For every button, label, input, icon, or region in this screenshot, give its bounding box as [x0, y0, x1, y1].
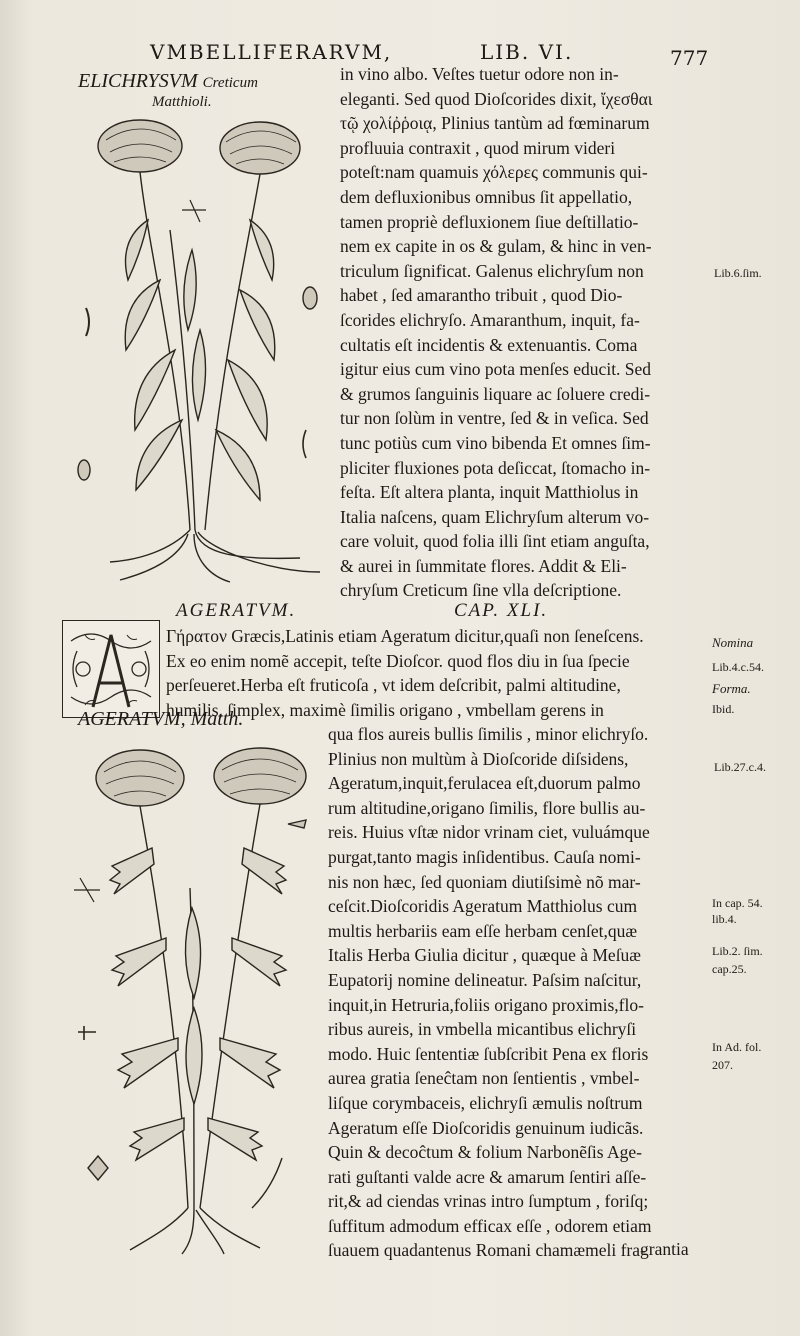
text-line: perſeueret.Herba eſt fruticoſa , vt idem deſcribit, palmi altitudine, — [166, 675, 621, 696]
text-line: feſta. Eſt altera planta, inquit Matthiolus in — [340, 482, 639, 503]
ageratum-text — [328, 722, 652, 1263]
margin-note: 207. — [712, 1058, 733, 1072]
text-line: ceſcit.Dioſcoridis Ageratum Matthiolus cum — [328, 896, 638, 917]
text-line: Ageratum,inquit,ferulacea eſt,duorum palmo — [328, 773, 641, 794]
text-line: pliciter fluxiones pota deſiccat, ſtomacho in- — [340, 457, 651, 478]
text-line: tamen propriè defluxionem ſiue deſtillatio- — [340, 211, 639, 232]
text-line: rit,& ad ciendas vrinas intro ſumptum , foriſq; — [328, 1191, 649, 1212]
text-line: ſuffitum admodum efficax eſſe , odorem etiam — [328, 1215, 652, 1236]
margin-note: In cap. 54. — [712, 896, 763, 910]
text-line: ſuauem quadantenus Romani chamæmeli fra- — [328, 1240, 646, 1261]
text-line: in vino albo. Veſtes tuetur odore non in- — [340, 64, 619, 84]
text-line: tunc potiùs cum vino bibenda Et omnes ſim- — [340, 432, 651, 453]
chapter-number: CAP. XLI. — [454, 600, 549, 621]
chapter-heading — [176, 600, 636, 622]
text-line: nem ex capite in os & gulam, & hinc in ven- — [340, 236, 652, 257]
text-line: purgat,tanto magis inſidentibus. Cauſa nomi- — [328, 846, 641, 867]
text-line: igitur eius cum vino pota menſes educit. Sed — [340, 359, 652, 380]
text-line: Italis Herba Giulia dicitur , quæque à Meſuæ — [328, 945, 641, 966]
page-number: 777 — [670, 46, 709, 70]
text-line: multis herbariis eam eſſe herbam cenſet,quæ — [328, 920, 638, 941]
margin-note: Nomina — [712, 635, 754, 650]
ornamental-initial-icon — [62, 620, 160, 718]
margin-note: Ibid. — [712, 702, 735, 716]
text-line: humilis, ſimplex, maximè ſimilis origano , vmbellam gerens in — [166, 699, 604, 720]
text-line: Italia naſcens, quam Elichryſum alterum vo- — [340, 506, 650, 527]
margin-note: cap.25. — [712, 962, 747, 976]
margin-note: Lib.6.ſim. — [714, 266, 762, 280]
elichrysum-figure-title — [78, 70, 258, 93]
text-line: habet , ſed amarantho tribuit , quod Dio- — [340, 285, 623, 306]
text-line: rum altitudine,origano ſimilis, flore bullis au- — [328, 797, 646, 818]
margin-note: Forma. — [712, 681, 751, 696]
running-head — [150, 40, 710, 70]
text-line: reis. Huius vſtæ nidor vrinam ciet, vuluámque — [328, 822, 650, 843]
text-line: nis non hæc, ſed quoniam diutiſsimè nõ mar- — [328, 871, 641, 892]
text-line: liſque corymbaceis, elichryſi æmulis noſtrum — [328, 1092, 643, 1113]
text-line: eleganti. Sed quod Dioſcorides dixit, ἴχεσθαι — [340, 88, 653, 109]
elichrysum-title-main: ELICHRYSVM — [78, 70, 198, 92]
elichrysum-woodcut-icon — [70, 110, 330, 585]
text-line: triculum ſignificat. Galenus elichryſum non — [340, 260, 644, 281]
text-line: & grumos ſanguinis liquare ac ſoluere credi- — [340, 383, 651, 404]
margin-note: Lib.27.c.4. — [714, 760, 766, 774]
running-head-title: VMBELLIFERARVM, — [150, 40, 393, 64]
ageratum-figure-title: AGERATVM, Matth. — [78, 708, 244, 730]
text-line: dem defluxionibus omnibus ſit appellatio, — [340, 186, 633, 207]
text-line: Ex eo enim nomẽ accepit, teſte Dioſcor. quod flos diu in ſua ſpecie — [166, 650, 630, 671]
text-line: Quin & decoĉtum & folium Narbonẽſis Age- — [328, 1142, 642, 1163]
text-line: cultatis eſt incidentis & extenuantis. Coma — [340, 334, 638, 355]
margin-note: In Ad. fol. — [712, 1040, 762, 1054]
chapter-title: AGERATVM. — [176, 600, 297, 621]
ageratum-woodcut-icon — [70, 738, 320, 1258]
text-line: inquit,in Hetruria,foliis origano proximis,flo- — [328, 994, 644, 1015]
margin-note: lib.4. — [712, 912, 737, 926]
elichrysum-title-sub1: Creticum — [202, 75, 258, 91]
running-head-book: LIB. VI. — [480, 40, 574, 64]
text-line: ſcorides elichryſo. Amaranthum, inquit, fa- — [340, 309, 640, 330]
elichrysum-title-sub2: Matthioli. — [152, 94, 212, 110]
text-line: Ageratum eſſe Dioſcoridis genuinum iudicãs. — [328, 1117, 644, 1138]
text-line: ribus aureis, in vmbella micantibus elichryſi — [328, 1019, 637, 1040]
text-line: rati guſtanti valde acre & amarum ſentiri aſſe- — [328, 1166, 647, 1187]
catchword: grantia — [640, 1239, 689, 1259]
text-line: modo. Huic ſententiæ ſubſcribit Pena ex floris — [328, 1043, 649, 1064]
text-line: tur non ſolùm in ventre, ſed & in veſica. Sed — [340, 408, 649, 429]
text-line: care voluit, quod folia illi ſint etiam anguſta, — [340, 531, 650, 552]
elichrysum-text — [340, 62, 653, 603]
text-line: Eupatorij nomine delineatur. Paſsim naſcitur, — [328, 969, 642, 990]
text-line: chryſum Creticum ſine vlla deſcriptione. — [340, 580, 622, 601]
text-line: poteſt:nam quamuis χόλερες communis qui- — [340, 162, 648, 183]
margin-note: Lib.4.c.54. — [712, 660, 764, 674]
text-line: Γήρατον Græcis,Latinis etiam Ageratum dicitur,quaſi non ſeneſcens. — [166, 626, 644, 646]
text-line: qua flos aureis bullis ſimilis , minor elichryſo. — [328, 724, 649, 744]
margin-note: Lib.2. ſim. — [712, 944, 763, 958]
text-line: & aurei in ſummitate flores. Addit & Eli- — [340, 555, 627, 576]
text-line: Plinius non multùm à Dioſcoride diſsidens, — [328, 748, 629, 769]
text-line: aurea gratia ſeneĉtam non ſentientis , vmbel- — [328, 1068, 640, 1089]
text-line: τῷ χολίῤῥοιᾳ, Plinius tantùm ad fœminarum — [340, 113, 650, 134]
text-line: profluuia contraxit , quod mirum videri — [340, 137, 616, 158]
